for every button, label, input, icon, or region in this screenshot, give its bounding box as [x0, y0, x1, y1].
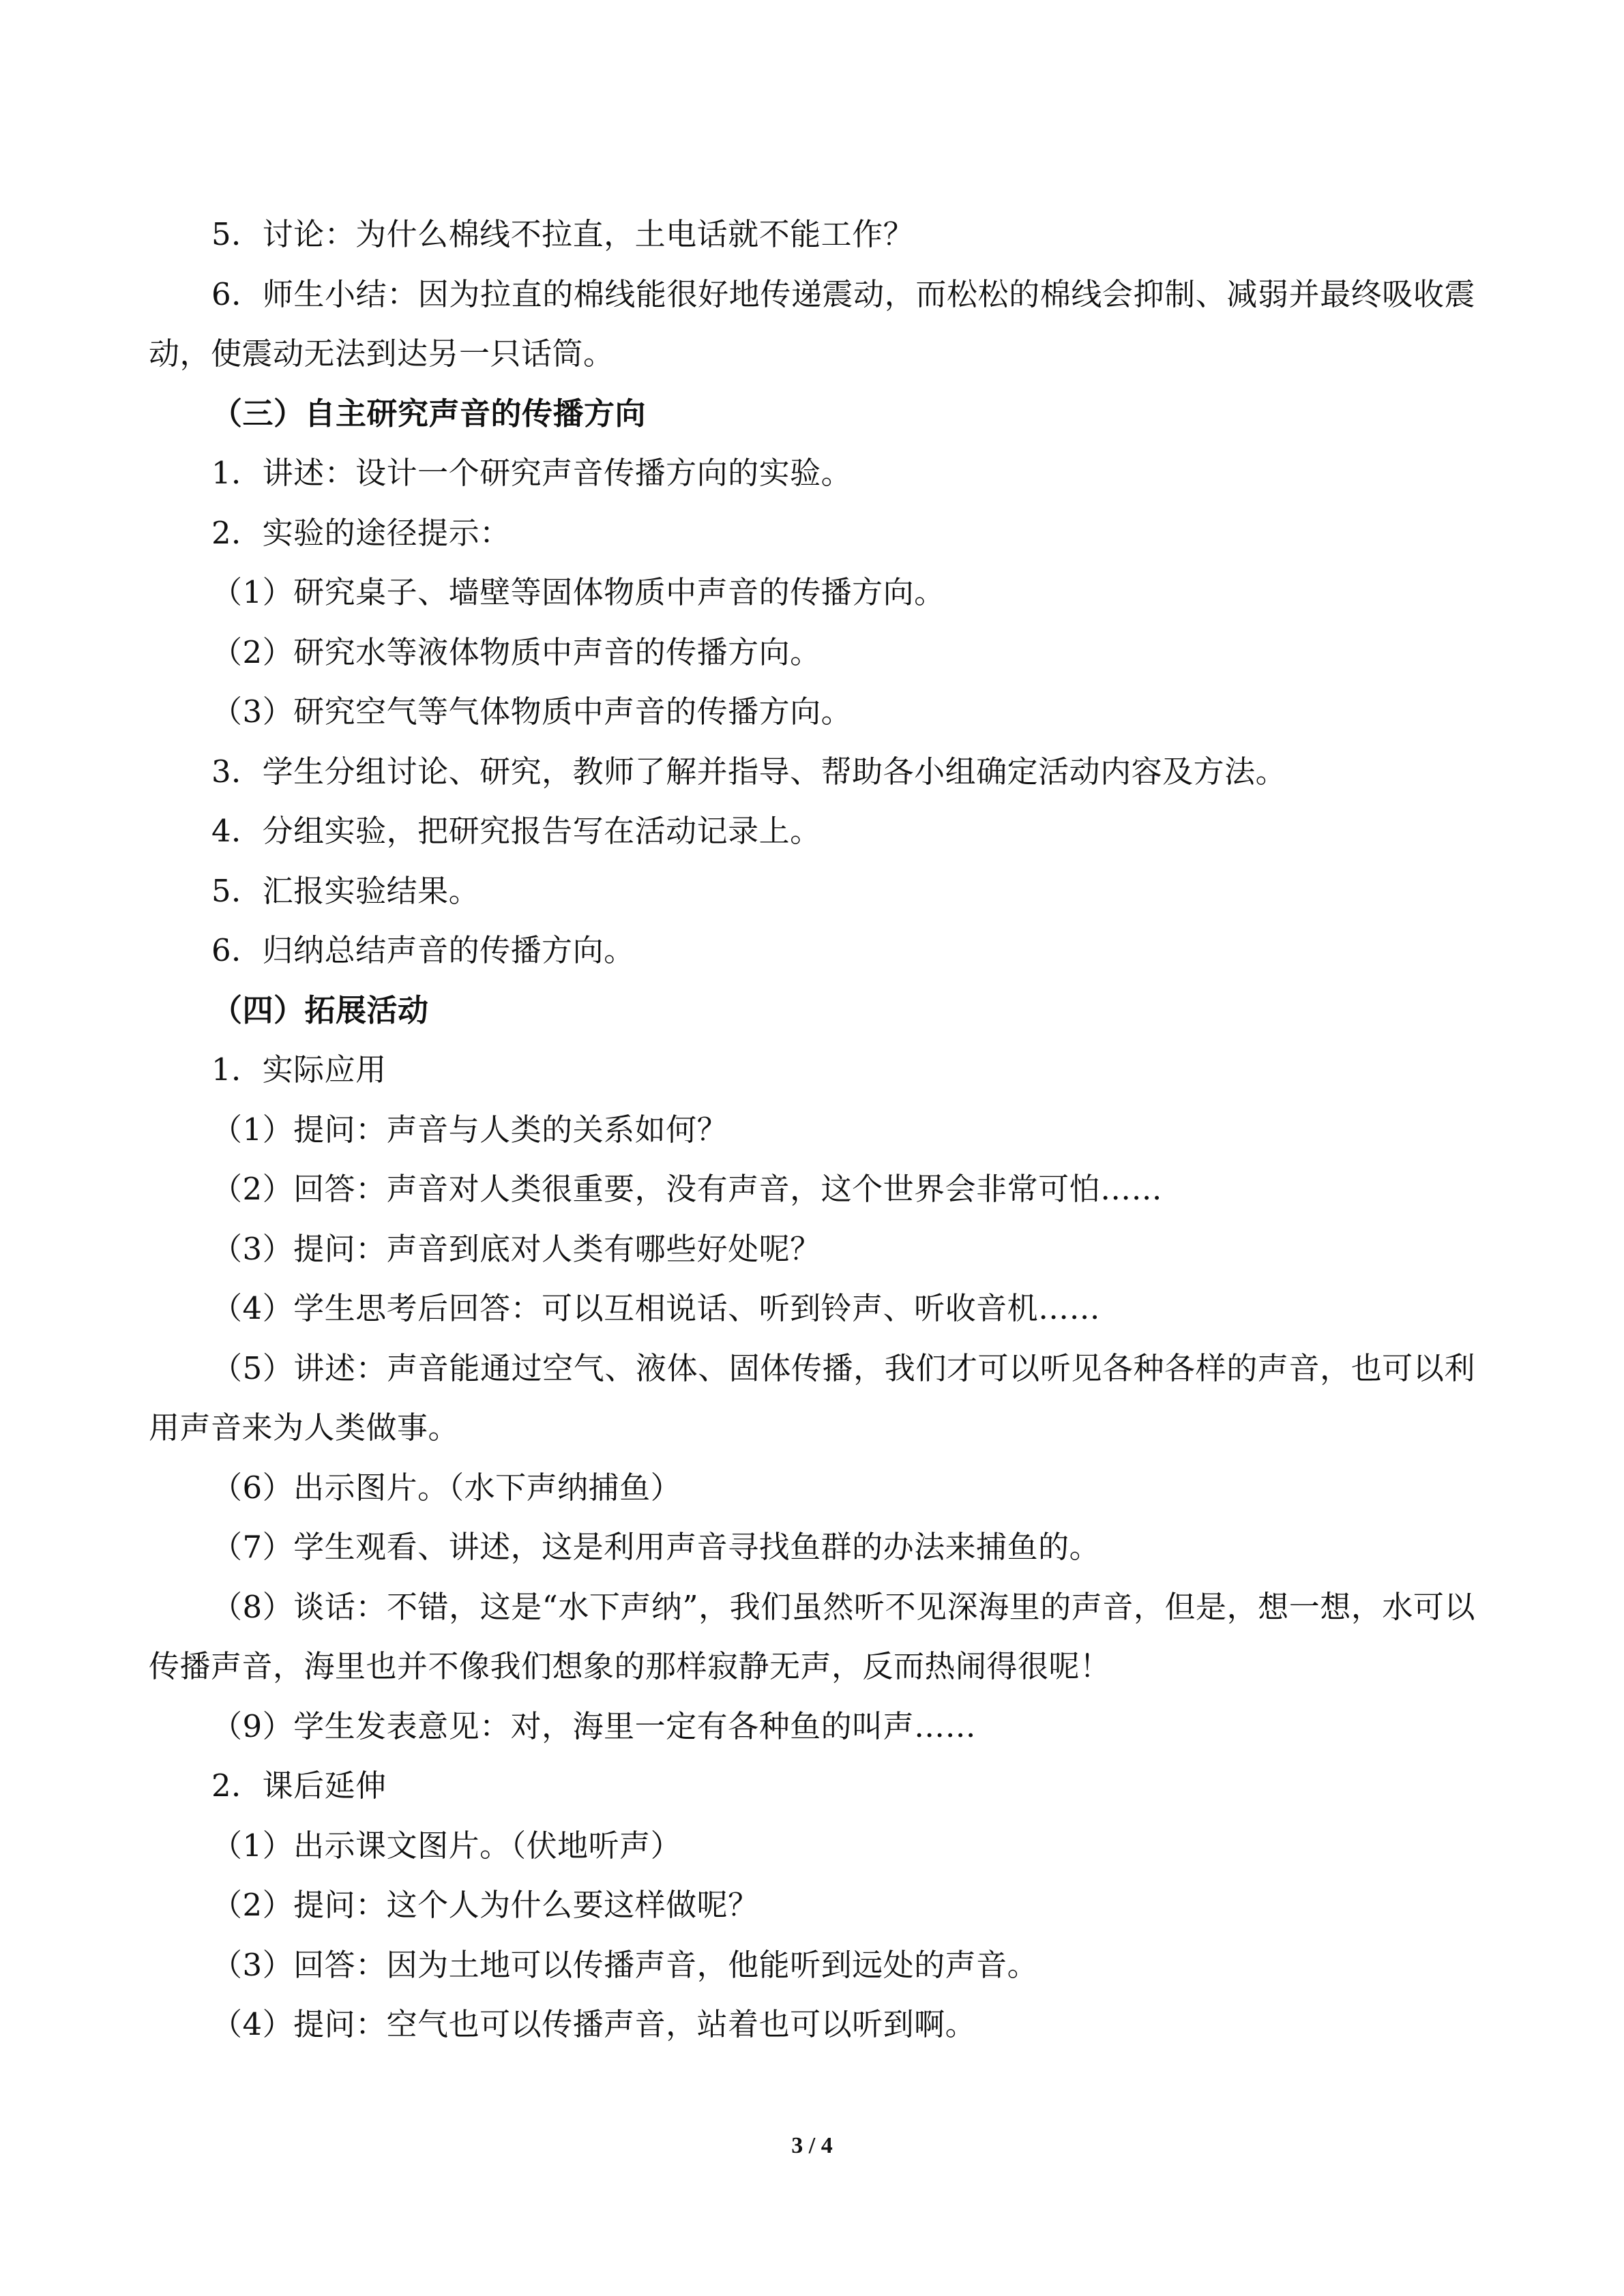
section-heading: （四）拓展活动	[211, 992, 429, 1028]
list-item: （3）研究空气等气体物质中声音的传播方向。	[211, 694, 853, 730]
list-item: （2）研究水等液体物质中声音的传播方向。	[211, 633, 821, 670]
list-item: （7）学生观看、讲述，这是利用声音寻找鱼群的办法来捕鱼的。	[211, 1529, 1101, 1565]
list-item: （2）回答：声音对人类很重要，没有声音，这个世界会非常可怕……	[211, 1171, 1163, 1207]
text-line: 2．课后延伸	[211, 1768, 387, 1804]
document-body	[149, 205, 1475, 2055]
text-line: 1．讲述：设计一个研究声音传播方向的实验。	[211, 455, 853, 491]
list-item: （1）研究桌子、墙壁等固体物质中声音的传播方向。	[211, 574, 945, 610]
text-line: 4．分组实验，把研究报告写在活动记录上。	[211, 813, 821, 849]
list-item: （9）学生发表意见：对，海里一定有各种鱼的叫声……	[211, 1708, 977, 1744]
text-line: 6．归纳总结声音的传播方向。	[211, 932, 635, 968]
page-number: 3 / 4	[791, 2133, 833, 2158]
list-item: （1）提问：声音与人类的关系如何？	[211, 1111, 728, 1148]
list-item: （1）出示课文图片。（伏地听声）	[211, 1827, 682, 1864]
list-item: （6）出示图片。（水下声纳捕鱼）	[211, 1469, 682, 1506]
text-line: 2．实验的途径提示：	[211, 514, 511, 551]
text-paragraph: 6．师生小结：因为拉直的棉线能很好地传递震动，而松松的棉线会抑制、减弱并最终吸收震动，使震动无法到达另一只话筒。	[149, 275, 1475, 372]
list-item: （3）回答：因为土地可以传播声音，他能听到远处的声音。	[211, 1946, 1039, 1983]
text-paragraph: （5）讲述：声音能通过空气、液体、固体传播，我们才可以听见各种各样的声音，也可以利用声音来为人类做事。	[149, 1350, 1475, 1446]
list-item: （2）提问：这个人为什么要这样做呢？	[211, 1887, 759, 1923]
text-paragraph: （8）谈话：不错，这是“水下声纳”，我们虽然听不见深海里的声音，但是，想一想，水可以传播声音，海里也并不像我们想象的那样寂静无声，反而热闹得很呢！	[149, 1588, 1475, 1684]
list-item: （4）提问：空气也可以传播声音，站着也可以听到啊。	[211, 2006, 977, 2042]
list-item: （4）学生思考后回答：可以互相说话、听到铃声、听收音机……	[211, 1290, 1101, 1326]
text-line: 1．实际应用	[211, 1052, 387, 1088]
text-line: 5．讨论：为什么棉线不拉直，土电话就不能工作？	[211, 216, 915, 252]
text-line: 3．学生分组讨论、研究，教师了解并指导、帮助各小组确定活动内容及方法。	[211, 753, 1287, 790]
text-line: 5．汇报实验结果。	[211, 872, 480, 909]
list-item: （3）提问：声音到底对人类有哪些好处呢？	[211, 1230, 821, 1267]
section-heading: （三）自主研究声音的传播方向	[211, 395, 647, 432]
